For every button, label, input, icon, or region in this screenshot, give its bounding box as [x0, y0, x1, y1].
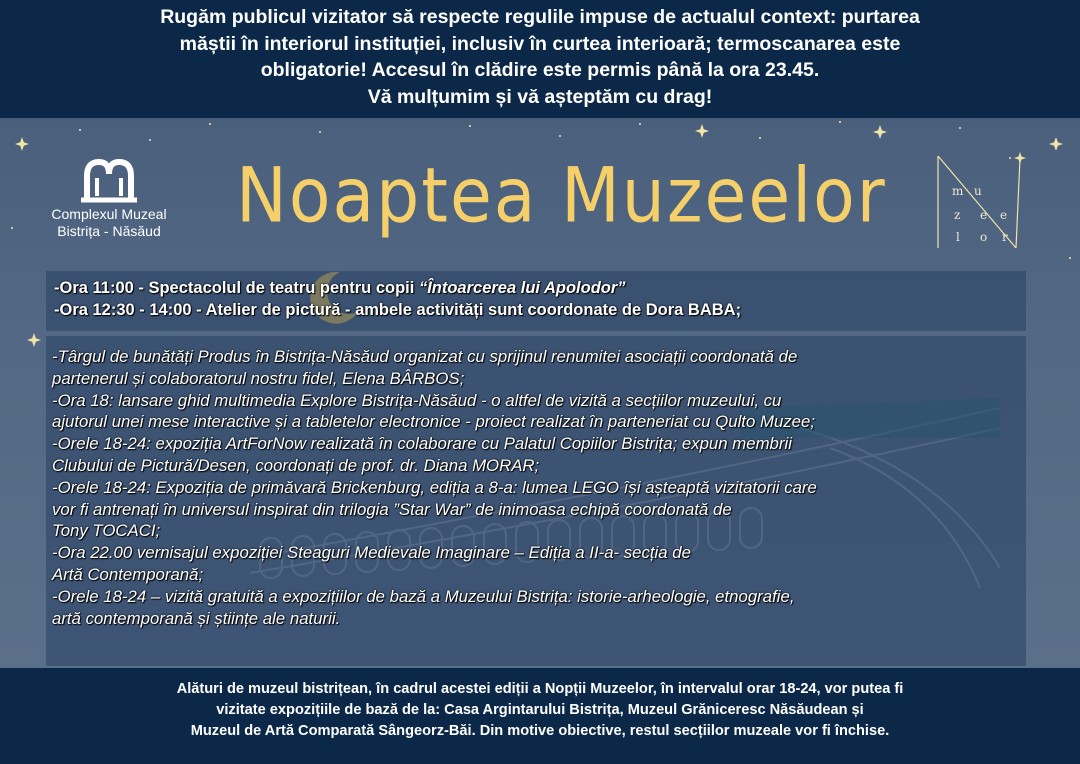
bottom-info-banner	[0, 668, 1080, 764]
event-poster	[0, 118, 1080, 668]
program-line: Clubului de Pictură/Desen, coordonați de prof. dr. Diana MORAR;	[52, 455, 540, 475]
logo-letter: z	[954, 208, 961, 222]
logo-text-line1: Complexul Muzeal	[51, 206, 167, 222]
logo-letter: l	[956, 230, 960, 244]
program-line: Tony TOCACI;	[52, 521, 161, 541]
muzeelor-logo	[928, 152, 1038, 252]
program-line: ajutorul unei mese interactive și a tabletelor electronice - proiect realizat în parteneriat cu Qulto Muzee;	[52, 412, 815, 432]
program-item-title: “Întoarcerea lui Apolodor”	[418, 279, 626, 297]
logo-letter: r	[1002, 230, 1008, 244]
program-item	[54, 299, 1018, 321]
program-line: -Orele 18-24 – vizită gratuită a expozițiilor de bază a Muzeului Bistrița: istorie-arheologie, etnografie,	[52, 586, 795, 606]
program-line: Artă Contemporană;	[52, 564, 204, 584]
logo-letter: m	[952, 184, 964, 198]
notice-line: Rugăm publicul vizitator să respecte regulile impuse de actualul context: purtarea	[160, 6, 920, 28]
museum-complex-logo	[44, 156, 174, 246]
logo-letter: e	[980, 208, 988, 222]
museum-logo-icon	[77, 156, 141, 206]
logo-letter: o	[980, 230, 988, 244]
program-line: -Orele 18-24: expoziția ArtForNow realizată în colaborare cu Palatul Copiilor Bistrița; expun membrii	[52, 434, 792, 454]
program-item-text: -Ora 11:00 - Spectacolul de teatru pentru copii	[54, 279, 419, 297]
program-line: vor fi antrenați în universul inspirat din trilogia ”Star War” de inimoasa echipă coordonată de	[52, 499, 732, 519]
logo-text-line2: Bistrița - Năsăud	[57, 223, 161, 239]
program-item	[54, 277, 1018, 299]
logo-letter: e	[1000, 208, 1008, 222]
info-line: Muzeul de Artă Comparată Sângeorz-Băi. Din motive obiective, restul secțiilor muzeale vor fi închise.	[190, 723, 890, 739]
top-notice-banner	[0, 0, 1080, 118]
program-line: -Orele 18-24: Expoziția de primăvară Brickenburg, ediția a 8-a: lumea LEGO își așteaptă vizitatorii care	[52, 477, 817, 497]
notice-line: Vă mulțumim și vă așteptăm cu drag!	[367, 85, 713, 108]
program-item-text: -Ora 12:30 - 14:00 - Atelier de pictură - ambele activități sunt coordonate de Dora BABA;	[54, 301, 742, 319]
poster-title: Noaptea Muzeelor	[236, 152, 887, 241]
program-line: artă contemporană și științe ale naturii.	[52, 608, 341, 628]
program-line: -Ora 18: lansare ghid multimedia Explore Bistrița-Năsăud - o altfel de vizită a secțiilor muzeului, cu	[52, 390, 782, 410]
program-morning-box	[46, 271, 1026, 331]
info-line: vizitate expozițiile de bază de la: Casa Argintarului Bistrița, Muzeul Grăniceresc Năsăudean și	[216, 702, 864, 718]
program-line: partenerul și colaboratorul nostru fidel, Elena BÂRBOS;	[52, 368, 465, 388]
program-evening-box	[46, 336, 1026, 666]
logo-letter: u	[974, 184, 982, 198]
program-line: -Târgul de bunătăți Produs în Bistrița-Năsăud organizat cu sprijinul renumitei asociații coordonată de	[52, 347, 798, 366]
program-line: -Ora 22.00 vernisajul expoziției Steaguri Medievale Imaginare – Ediția a II-a- secția de	[52, 543, 691, 563]
notice-line: obligatorie! Accesul în clădire este permis până la ora 23.45.	[260, 59, 820, 81]
notice-line: măștii în interiorul instituției, inclusiv în curtea interioară; termoscanarea este	[179, 32, 901, 55]
info-line: Alături de muzeul bistrițean, în cadrul acestei ediții a Nopții Muzeelor, în intervalul orar 18-24, vor putea fi	[176, 681, 904, 697]
